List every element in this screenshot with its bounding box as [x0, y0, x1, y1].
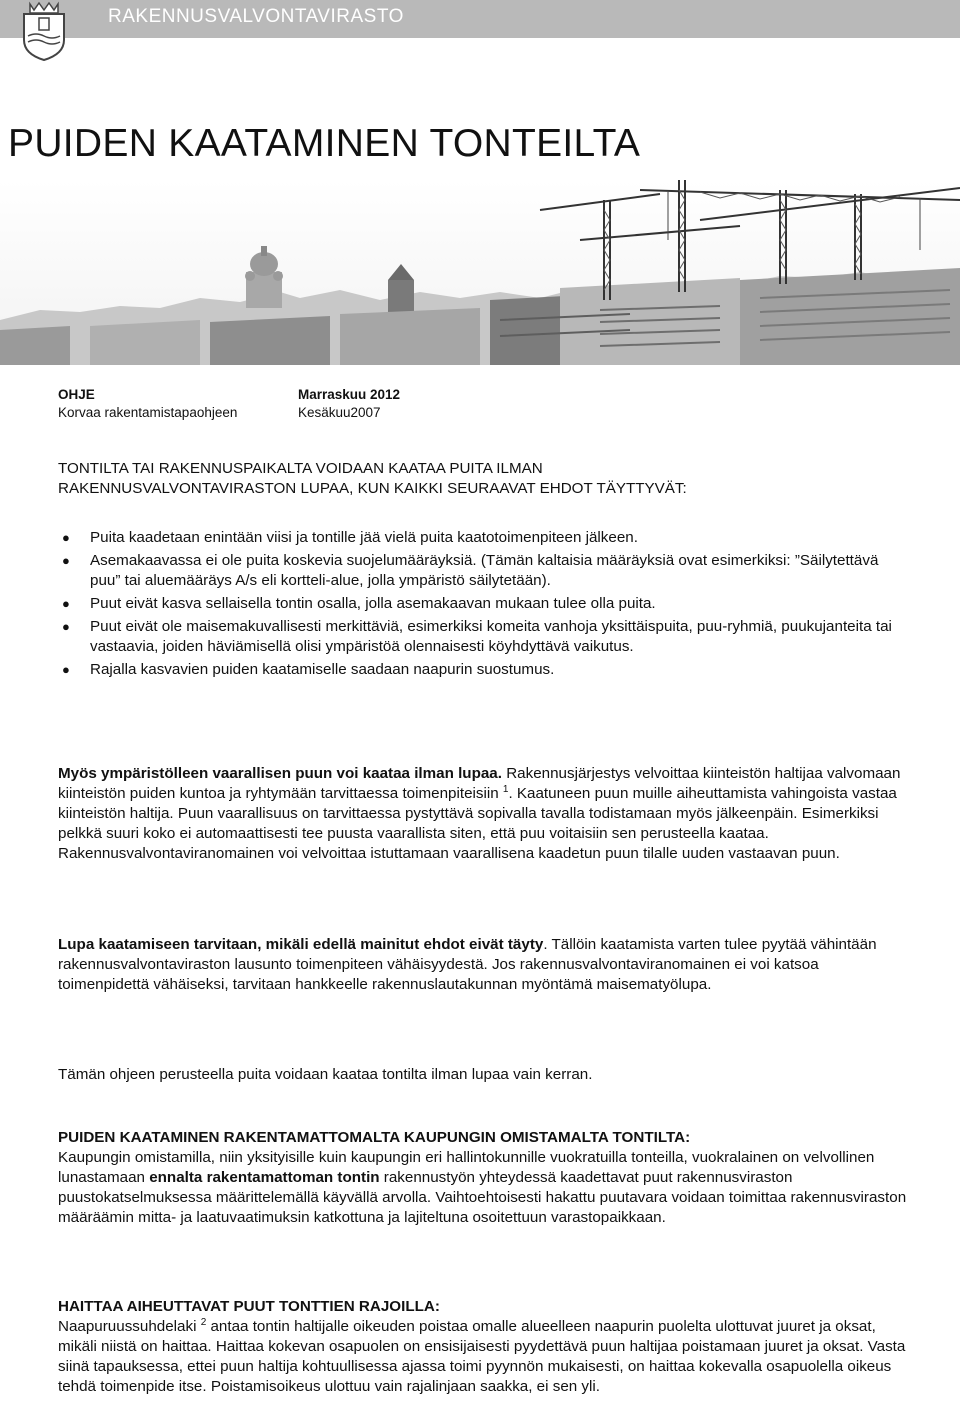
page-title: PUIDEN KAATAMINEN TONTEILTA	[8, 122, 641, 165]
city-plot-section	[58, 1128, 908, 1228]
bullet-icon: ●	[62, 619, 70, 634]
city-plot-text-b: rakennustyön yhteydessä kaadettavat puut rakennusviraston puustokatselmuksessa määrittelemällä käyvällä arvolla. Vaihtoehtoisesti hakattu puutavara voidaan toimittaa rakennusviraston määräämin mitta- ja laatuvaatimuksin katkottuna ja lajiteltuna osoitettuun varastopaikkaan.	[58, 1169, 907, 1226]
city-plot-text-a: Kaupungin omistamilla, niin yksityisille kuin kaupungin eri hallintokunnille vuokratuilla tonteilla, vuokralainen on velvollinen lunastamaan	[58, 1149, 875, 1186]
dangerous-tree-text-b: . Kaatuneen puun muille aiheuttamista vahingoista vastaa kiinteistön haltija. Puun vaarallisuus on tarvittaessa pystyttävä sopivalla tavalla todistamaan myös jälkeenpäin. Esimerkiksi pelkkä suuri koko ei automaattisesti tee puusta vaarallista siten, että puu voitaisiin sen perusteella kaataa. Rakennusvalvontaviranomainen voi velvoittaa istuttamaan vaarallisena kaadetun puun tilalle uuden vastaavan puun.	[58, 785, 897, 862]
doc-type: OHJE	[58, 387, 95, 402]
condition-text: Rajalla kasvavien puiden kaatamiselle saadaan naapurin suostumus.	[90, 661, 555, 678]
dangerous-tree-text-a: Rakennusjärjestys velvoittaa kiinteistön haltijaa valvomaan kiinteistön puiden kuntoa ja ryhtymään tarvittaessa toimenpiteisiin	[58, 765, 901, 802]
list-item	[58, 551, 898, 591]
condition-text: Puita kaadetaan enintään viisi ja tontille jää vielä puita kaatotoimenpiteen jälkeen.	[90, 529, 638, 546]
city-plot-bold: ennalta rakentamattoman tontin	[149, 1169, 380, 1186]
permit-text: . Tällöin kaatamista varten tulee pyytää vähintään rakennusvalvontaviraston lausunto toimenpiteen vähäisyydestä. Jos rakennusvalvontaviranomainen ei voi katsoa toimenpidettä vähäiseksi, tarvitaan hankkeelle rakennuslautakunnan myöntämä maisematyölupa.	[58, 936, 877, 993]
border-trees-text-a: Naapuruussuhdelaki	[58, 1318, 201, 1335]
list-item	[58, 594, 898, 614]
list-item	[58, 617, 898, 657]
once-note: Tämän ohjeen perusteella puita voidaan kaataa tontilta ilman lupaa vain kerran.	[58, 1066, 593, 1083]
helsinki-crest-icon	[20, 0, 68, 62]
permit-paragraph	[58, 935, 908, 995]
footnote-ref: 2	[200, 1316, 207, 1328]
footnote-ref: 1	[502, 783, 509, 795]
conditions-heading	[58, 459, 908, 499]
dangerous-tree-lead: Myös ympäristölleen vaarallisen puun voi kaataa ilman lupaa.	[58, 765, 502, 782]
permit-lead: Lupa kaatamiseen tarvitaan, mikäli edellä mainitut ehdot eivät täyty	[58, 936, 544, 953]
doc-meta-right	[298, 386, 400, 422]
list-item	[58, 528, 898, 548]
border-trees-text-b: antaa tontin haltijalle oikeuden poistaa omalle alueelleen naapurin puolelta ulottuvat juuret ja oksat, mikäli niistä on haittaa. Haittaa kokevan osapuolen on ensisijaisesti pyydettävä puun haltijaa poistamaan juuret ja oksat. Vasta siinä tapauksessa, ettei puun haltija kohtuullisessa ajassa toimi pyynnön mukaisesti, on haittaa kokevalla osapuolella oikeus tehdä toimenpide itse. Poistamisoikeus ulottuu vain rajalinjaan saakka, ei sen yli.	[58, 1318, 906, 1395]
city-plot-heading: PUIDEN KAATAMINEN RAKENTAMATTOMALTA KAUPUNGIN OMISTAMALTA TONTILTA:	[58, 1129, 691, 1146]
replaced-date: Kesäkuu2007	[298, 405, 381, 420]
condition-text: Asemakaavassa ei ole puita koskevia suojelumääräyksiä. (Tämän kaltaisia määräyksiä ovat esimerkiksi: ”Säilytettävä puu” tai aluemääräys A/s eli kortteli-alue, jolla ympäristö säilytetään).	[90, 552, 879, 589]
replaces-label: Korvaa rakentamistapaohjeen	[58, 405, 238, 420]
bullet-icon: ●	[62, 662, 70, 677]
agency-name: RAKENNUSVALVONTAVIRASTO	[108, 6, 404, 27]
bullet-icon: ●	[62, 530, 70, 545]
conditions-heading-line2: RAKENNUSVALVONTAVIRASTON LUPAA, KUN KAIKKI SEURAAVAT EHDOT TÄYTTYVÄT:	[58, 480, 687, 497]
conditions-list	[58, 528, 898, 683]
dangerous-tree-paragraph	[58, 764, 908, 864]
condition-text: Puut eivät kasva sellaisella tontin osalla, jolla asemakaavan mukaan tulee olla puita.	[90, 595, 656, 612]
border-trees-section	[58, 1297, 908, 1397]
conditions-heading-line1: TONTILTA TAI RAKENNUSPAIKALTA VOIDAAN KAATAA PUITA ILMAN	[58, 460, 543, 477]
bullet-icon: ●	[62, 553, 70, 568]
condition-text: Puut eivät ole maisemakuvallisesti merkittäviä, esimerkiksi komeita vanhoja yksittäispuita, puu-ryhmiä, puukujanteita tai vastaavia, joiden häviämisellä olisi ympäristöä olennaisesti köyhdyttävä vaikutus.	[90, 618, 892, 655]
border-trees-heading: HAITTAA AIHEUTTAVAT PUUT TONTTIEN RAJOILLA:	[58, 1298, 440, 1315]
list-item	[58, 660, 898, 680]
city-skyline-photo	[0, 180, 960, 365]
doc-date: Marraskuu 2012	[298, 387, 401, 402]
bullet-icon: ●	[62, 596, 70, 611]
doc-meta-left	[58, 386, 237, 422]
